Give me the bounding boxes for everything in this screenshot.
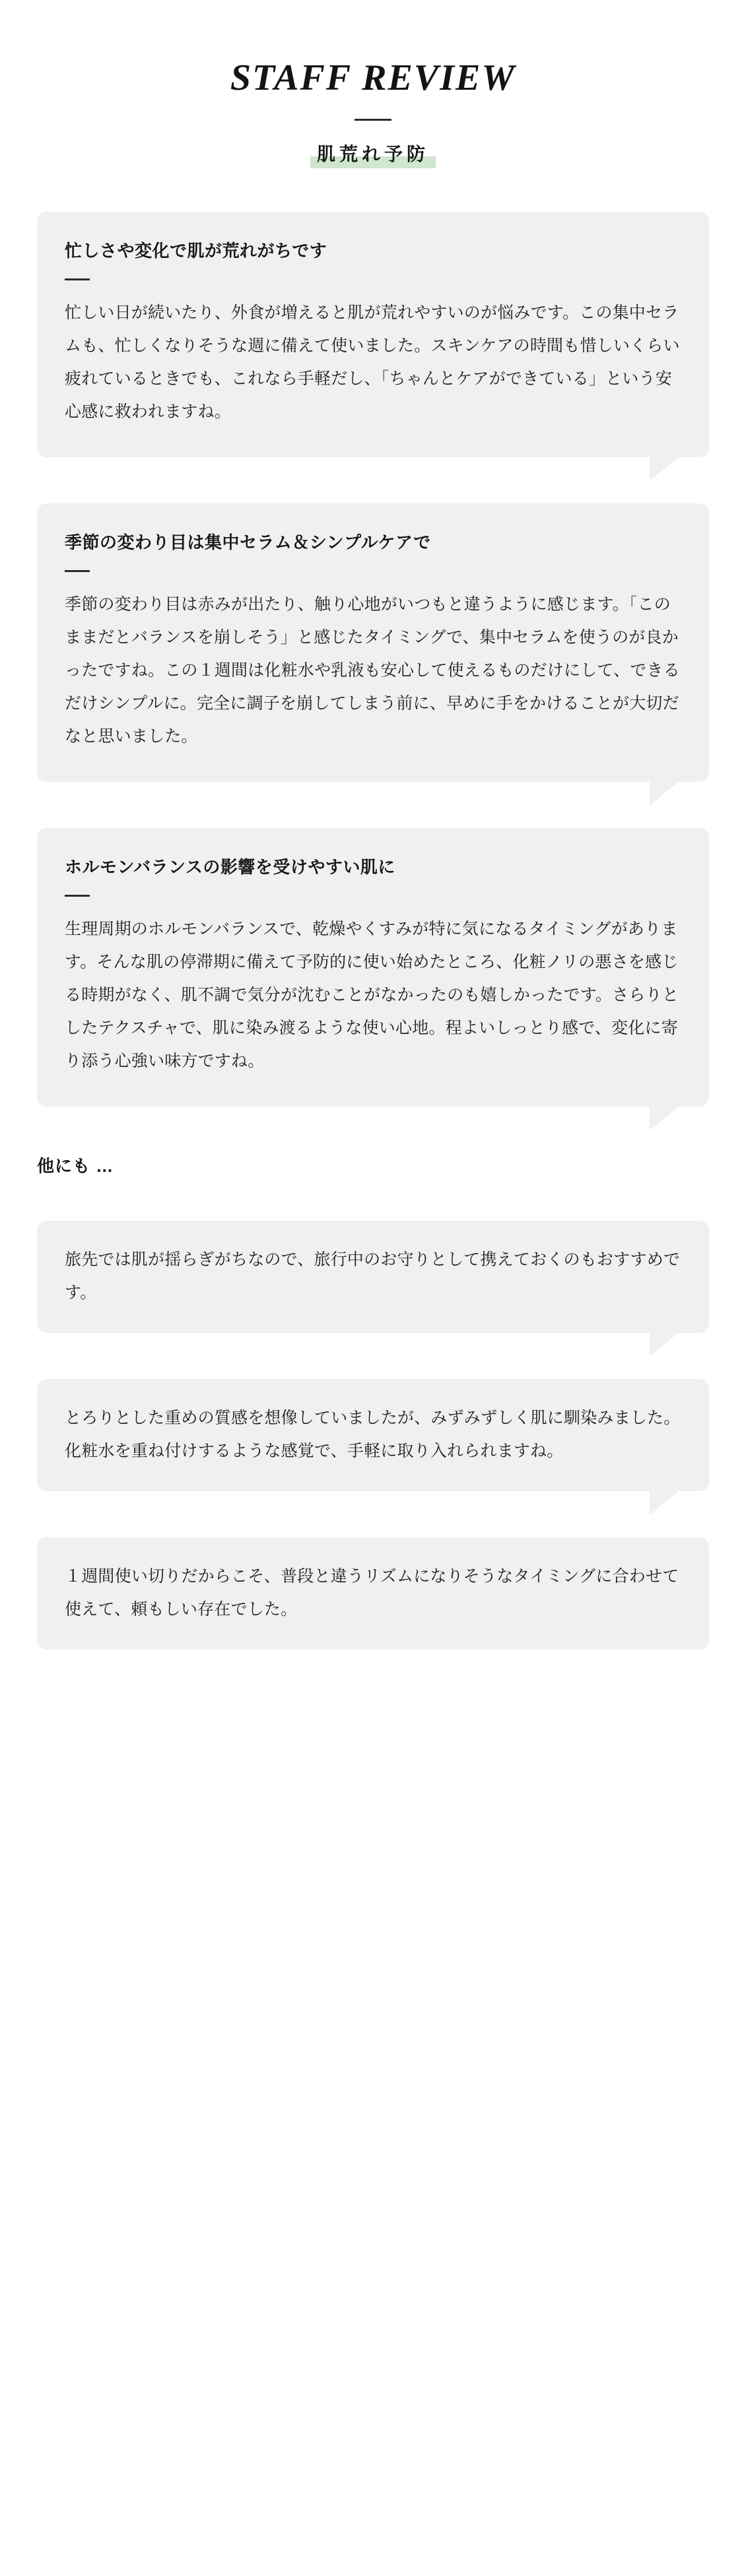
others-list	[37, 1221, 709, 1650]
review-body: 季節の変わり目は赤みが出たり、触り心地がいつもと違うように感じます。「このままだとバランスを崩しそう」と感じたタイミングで、集中セラムを使うのが良かったですね。この１週間は化粧水や乳液も安心して使えるものだけにして、できるだけシンプルに。完全に調子を崩してしまう前に、早めに手をかけることが大切だなと思いました。	[65, 595, 680, 746]
subtitle-wrapper	[0, 139, 746, 168]
other-review-card	[37, 1221, 709, 1333]
review-title: ホルモンバランスの影響を受けやすい肌に	[65, 856, 395, 877]
review-body: 忙しい日が続いたり、外食が増えると肌が荒れやすいのが悩みです。この集中セラムも、忙しくなりそうな週に備えて使いました。スキンケアの時間も惜しいくらい疲れているときでも、これなら手軽だし、「ちゃんとケアができている」という安心感に救われますね。	[65, 303, 680, 421]
review-list	[37, 212, 709, 1107]
review-card	[37, 503, 709, 782]
other-review-card	[37, 1537, 709, 1650]
review-title: 忙しさや変化で肌が荒れがちです	[65, 240, 327, 261]
page-subtitle: 肌荒れ予防	[310, 139, 436, 168]
page-title: STAFF REVIEW	[230, 57, 516, 98]
review-title-divider	[65, 570, 90, 572]
review-card	[37, 828, 709, 1107]
others-heading: 他にも …	[37, 1155, 114, 1176]
other-review-body: １週間使い切りだからこそ、普段と違うリズムになりそうなタイミングに合わせて使えて、頼もしい存在でした。	[65, 1566, 679, 1619]
other-review-card	[37, 1379, 709, 1491]
review-title-divider	[65, 895, 90, 897]
review-title-divider	[65, 278, 90, 280]
review-body: 生理周期のホルモンバランスで、乾燥やくすみが特に気になるタイミングがあります。そんな肌の停滞期に備えて予防的に使い始めたところ、化粧ノリの悪さを感じる時期がなく、肌不調で気分が沈むことがなかったのも嬉しかったです。さらりとしたテクスチャで、肌に染み渡るような使い心地。程よいしっとり感で、変化に寄り添う心強い味方ですね。	[65, 919, 679, 1070]
other-review-body: 旅先では肌が揺らぎがちなので、旅行中のお守りとして携えておくのもおすすめです。	[65, 1250, 681, 1302]
review-title: 季節の変わり目は集中セラム＆シンプルケアで	[65, 532, 431, 552]
review-card	[37, 212, 709, 457]
title-divider	[355, 119, 391, 121]
page-header	[0, 0, 746, 168]
other-review-body: とろりとした重めの質感を想像していましたが、みずみずしく肌に馴染みました。化粧水を重ね付けするような感覚で、手軽に取り入れられますね。	[65, 1408, 681, 1460]
